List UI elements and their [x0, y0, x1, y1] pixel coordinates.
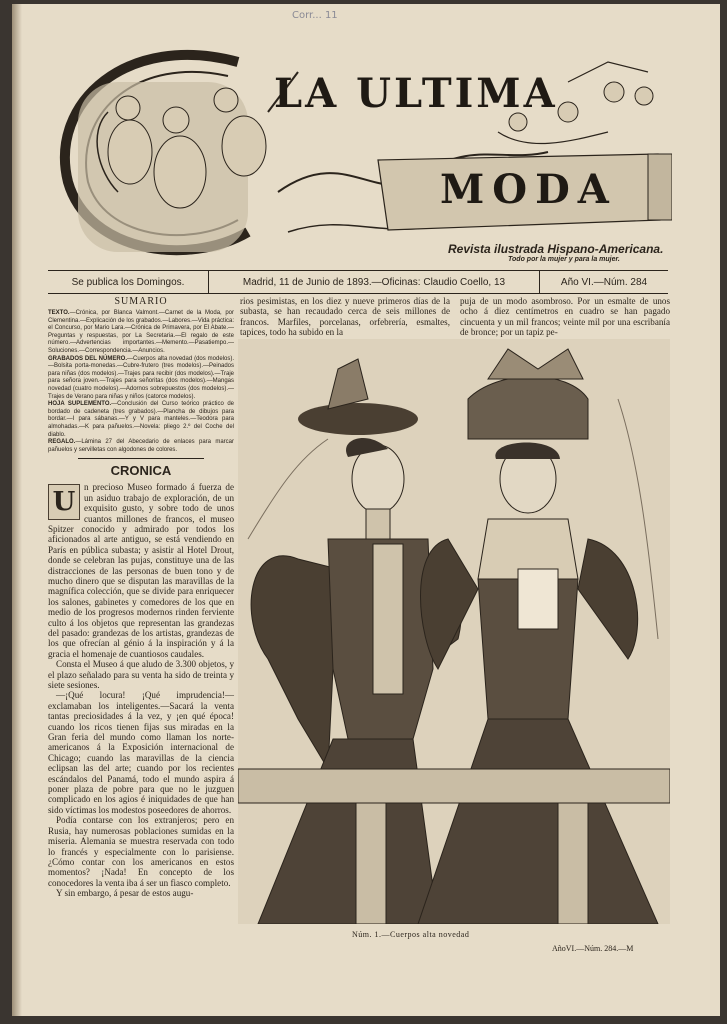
- tagline: Revista ilustrada Hispano-Americana.: [448, 242, 664, 256]
- sumario-item: [48, 356, 234, 402]
- cronica-paragraph: —¡Qué locura! ¡Qué imprudencia!—exclamaban los inteligentes.—Sacará la venta tantas preciosidades á la vez, y ¡en qué época! cuando los ricos tienen fijas sus miradas en la Gran feria del mundo como llaman los norte-americanos á la Exposición internacional de Chicago; cuando las maravillas de la ciencia eclipsan las del arte; cuando por los recientes escándalos del Panamá, todo el mundo aspira á poner plaza de pobre para que no le juzguen complicado en los agios é iniquidades de que han sido víctimas los modestos poseedores de ahorros.: [48, 690, 234, 815]
- divider: [78, 458, 204, 459]
- cronica-body: [48, 482, 234, 898]
- pencil-note: Corr... 11: [292, 10, 338, 21]
- sumario-item-text: —Lámina 27 del Abecedario de enlaces para marcar pañuelos y servilletas con algodones de colores.: [48, 439, 234, 453]
- cronica-paragraph: Podía contarse con los extranjeros; pero en Rusia, hay numerosas poblaciones sumidas en la miseria. Alemania se muestra reservada con todo lo francés y especialmente con lo parisiense. ¿Cómo contar con los americanos en estos momentos? ¡Nada! En concepto de los conocedores la venta iba á ser un fiasco completo.: [48, 815, 234, 888]
- sumario-item-text: —Cuerpos alta novedad (dos modelos).—Bolsita porta-monedas.—Cubre-frutero (tres modelos).—Peinados para niñas (dos modelos).—Trajes para recibir (dos modelos).—Traje para señora joven.—Trajes para señoritas (dos modelos).—Mangas novedad (cuatro modelos).—Adornos sobrepuestos (dos modelos).—Trajes de Verano para niñas y niños (catorce modelos).: [48, 355, 235, 400]
- sumario-item-label: TEXTO.: [48, 310, 70, 316]
- title-line-1: LA ULTIMA: [274, 70, 558, 117]
- cronica-paragraph: Consta el Museo á que aludo de 3.300 objetos, y el plazo señalado para su venta ha sido de treinta y siete sesiones.: [48, 659, 234, 690]
- cronica-heading: CRONICA: [110, 463, 172, 479]
- illustration-caption: Núm. 1.—Cuerpos alta novedad: [352, 930, 470, 939]
- masthead: [48, 42, 672, 264]
- issue-number: Año VI.—Núm. 284: [560, 276, 648, 288]
- subtagline: Todo por la mujer y para la mujer.: [508, 256, 620, 263]
- sumario-item: [48, 439, 234, 454]
- sumario-item-text: —Crónica, por Blanca Valmont.—Carnet de la Moda, por Clementina.—Explicación de los grabados.—Labores.—Vida práctica: el Concurso, por Mario Lara.—Crónica de Primavera, por El Abate.—Preguntas y respuestas, por La Secretaria.—El regalo de este número.—Advertencias importantes.—Memento.—Pasatiempo.—Soluciones.—Correspondencia.—Anuncios.: [48, 310, 234, 354]
- sumario-item-text: —Conclusión del Curso teórico práctico de bordado de cadeneta (tres grabados).—Plancha de dibujos para bordar.—I para sábanas.—Y y V para manteles.—Teodora para almohadas.—K para pañuelos.—Novela: pliego 2.º del Coche del diablo.: [48, 401, 234, 438]
- dropcap-initial: U: [48, 484, 80, 520]
- publication-frequency: Se publica los Domingos.: [48, 271, 209, 293]
- text-column-2: puja de un modo asombroso. Por un esmalte de unos ocho á diez centímetros en cuadro se han pagado cincuenta y un mil francos; veinte mil por una escribanía de bronce; por un tapiz pe-: [460, 296, 670, 338]
- sumario-item-label: GRABADOS DEL NÚMERO.: [48, 355, 128, 362]
- left-column: [48, 296, 234, 899]
- cronica-first-paragraph: n precioso Museo formado á fuerza de un asiduo trabajo de exploración, de un exquisito gusto, y sobre todo de unos cuantos millones de francos, el museo Spitzer conocido y admirado por todos los aficionados al arte antiguo, se está vendiendo en París en pública subasta; y asistir al Hotel Drout, donde se celebran las pujas, constituye una de las distracciones de las personas de buen tono y de mucho dinero que se disputan las maravillas de la magnífica colección, que se divide para enriquecer los salones, gabinetes y comedores de los que en medio de los progresos modernos rinden ferviente culto á los objetos que representan las grandezas del pasado: grandezas de los artistas, grandezas de los que ofrecían al génio á la inspiración y á la gracia el homenaje de cuantiosos caudales.: [48, 482, 234, 659]
- title-line-2: MODA: [440, 166, 617, 213]
- cronica-paragraph: Y sin embargo, á pesar de estos augu-: [56, 888, 194, 899]
- issue-info-bar: [48, 270, 668, 294]
- date-and-office: Madrid, 11 de Junio de 1893.—Oficinas: Claudio Coello, 13: [209, 271, 540, 293]
- top-text-columns: [240, 296, 670, 338]
- page-spine: [12, 4, 22, 1016]
- sumario-item: [48, 310, 234, 356]
- sumario-item-label: HOJA SUPLEMENTO.: [48, 401, 112, 408]
- page-footer: AñoVI.—Núm. 284.—M: [552, 944, 634, 953]
- newspaper-page: [12, 4, 720, 1016]
- sumario-item: [48, 401, 234, 439]
- sumario-heading: SUMARIO: [114, 296, 168, 307]
- sumario-item-label: REGALO.: [48, 439, 76, 446]
- text-column-1: rios pesimistas, en los diez y nueve primeros días de la subasta, se han recaudado cerca de seis millones de francos. Marfiles, porcelanas, orfebrería, esmaltes, tapices, todo ha subido en la: [240, 296, 450, 338]
- fashion-illustration: [238, 339, 670, 924]
